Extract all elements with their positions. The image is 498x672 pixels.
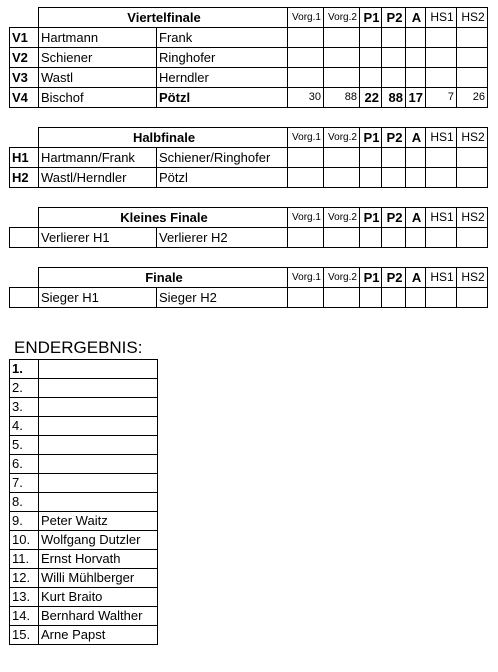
player-name: Willi Mühlberger <box>39 569 158 588</box>
result-row <box>10 493 158 512</box>
header-row <box>10 208 488 228</box>
section-title: Finale <box>39 268 288 288</box>
result-row <box>10 436 158 455</box>
rank: 10. <box>10 531 39 550</box>
result-row <box>10 569 158 588</box>
hs2-cell: 26 <box>457 88 488 108</box>
rank: 6. <box>10 455 39 474</box>
result-row <box>10 379 158 398</box>
col-p2: P2 <box>382 208 406 228</box>
match-row <box>10 88 488 108</box>
player-name <box>39 379 158 398</box>
player-a: Wastl <box>39 68 157 88</box>
match-row <box>10 168 488 188</box>
result-row <box>10 417 158 436</box>
match-row <box>10 288 488 308</box>
col-p1: P1 <box>360 208 382 228</box>
col-hs1: HS1 <box>426 8 457 28</box>
player-b: Schiener/Ringhofer <box>157 148 288 168</box>
section-title: Kleines Finale <box>39 208 288 228</box>
match-row <box>10 28 488 48</box>
rank: 9. <box>10 512 39 531</box>
rank: 14. <box>10 607 39 626</box>
vorg2-cell: 88 <box>324 88 360 108</box>
match-code: V4 <box>10 88 39 108</box>
player-b: Sieger H2 <box>157 288 288 308</box>
player-name: Peter Waitz <box>39 512 158 531</box>
col-p1: P1 <box>360 268 382 288</box>
header-row <box>10 8 488 28</box>
col-hs2: HS2 <box>457 208 488 228</box>
a-cell <box>406 68 426 88</box>
rank: 1. <box>10 360 39 379</box>
col-a: A <box>406 128 426 148</box>
col-p2: P2 <box>382 268 406 288</box>
col-hs1: HS1 <box>426 208 457 228</box>
rank: 4. <box>10 417 39 436</box>
col-p1: P1 <box>360 8 382 28</box>
p2-cell <box>382 68 406 88</box>
player-a: Schiener <box>39 48 157 68</box>
vorg1-cell <box>288 68 324 88</box>
header-row <box>10 268 488 288</box>
hs2-cell <box>457 28 488 48</box>
col-hs2: HS2 <box>457 268 488 288</box>
player-name <box>39 436 158 455</box>
kleines-finale-table <box>9 207 488 248</box>
halbfinale-table <box>9 127 488 188</box>
result-row <box>10 455 158 474</box>
hs1-cell: 7 <box>426 88 457 108</box>
result-row <box>10 360 158 379</box>
p1-cell <box>360 68 382 88</box>
rank: 12. <box>10 569 39 588</box>
vorg2-cell <box>324 48 360 68</box>
result-row <box>10 474 158 493</box>
p1-cell <box>360 48 382 68</box>
p2-cell: 88 <box>382 88 406 108</box>
match-code: V3 <box>10 68 39 88</box>
player-name <box>39 455 158 474</box>
col-vorg1: Vorg.1 <box>288 208 324 228</box>
player-b: Herndler <box>157 68 288 88</box>
result-row <box>10 588 158 607</box>
player-name: Wolfgang Dutzler <box>39 531 158 550</box>
player-a: Verlierer H1 <box>39 228 157 248</box>
rank: 13. <box>10 588 39 607</box>
col-a: A <box>406 208 426 228</box>
vorg2-cell <box>324 28 360 48</box>
vorg2-cell <box>324 68 360 88</box>
a-cell: 17 <box>406 88 426 108</box>
match-row <box>10 148 488 168</box>
player-name <box>39 493 158 512</box>
rank: 2. <box>10 379 39 398</box>
section-title: Halbfinale <box>39 128 288 148</box>
section-title: Viertelfinale <box>39 8 288 28</box>
a-cell <box>406 28 426 48</box>
col-vorg1: Vorg.1 <box>288 128 324 148</box>
player-b: Pötzl <box>157 88 288 108</box>
col-vorg2: Vorg.2 <box>324 128 360 148</box>
player-a: Sieger H1 <box>39 288 157 308</box>
player-b: Verlierer H2 <box>157 228 288 248</box>
player-name <box>39 398 158 417</box>
vorg1-cell <box>288 48 324 68</box>
player-name: Bernhard Walther <box>39 607 158 626</box>
result-row <box>10 607 158 626</box>
rank: 5. <box>10 436 39 455</box>
player-b: Frank <box>157 28 288 48</box>
col-vorg2: Vorg.2 <box>324 8 360 28</box>
match-code: V1 <box>10 28 39 48</box>
hs1-cell <box>426 48 457 68</box>
match-row <box>10 68 488 88</box>
rank: 3. <box>10 398 39 417</box>
match-code <box>10 228 39 248</box>
rank: 7. <box>10 474 39 493</box>
player-name: Kurt Braito <box>39 588 158 607</box>
p2-cell <box>382 28 406 48</box>
col-vorg1: Vorg.1 <box>288 268 324 288</box>
match-code <box>10 288 39 308</box>
col-vorg1: Vorg.1 <box>288 8 324 28</box>
rank: 11. <box>10 550 39 569</box>
player-b: Ringhofer <box>157 48 288 68</box>
p1-cell: 22 <box>360 88 382 108</box>
match-row <box>10 48 488 68</box>
match-code: H1 <box>10 148 39 168</box>
col-hs1: HS1 <box>426 268 457 288</box>
p1-cell <box>360 28 382 48</box>
col-p1: P1 <box>360 128 382 148</box>
rank: 8. <box>10 493 39 512</box>
rank: 15. <box>10 626 39 645</box>
a-cell <box>406 48 426 68</box>
viertelfinale-table <box>9 7 488 108</box>
col-p2: P2 <box>382 128 406 148</box>
col-a: A <box>406 268 426 288</box>
endergebnis-table <box>9 359 158 645</box>
header-row <box>10 128 488 148</box>
result-row <box>10 512 158 531</box>
col-p2: P2 <box>382 8 406 28</box>
hs2-cell <box>457 68 488 88</box>
hs1-cell <box>426 68 457 88</box>
col-hs2: HS2 <box>457 128 488 148</box>
endergebnis-title: ENDERGEBNIS: <box>14 338 143 357</box>
player-name: Ernst Horvath <box>39 550 158 569</box>
player-b: Pötzl <box>157 168 288 188</box>
col-a: A <box>406 8 426 28</box>
player-name <box>39 417 158 436</box>
player-name <box>39 474 158 493</box>
match-row <box>10 228 488 248</box>
player-a: Bischof <box>39 88 157 108</box>
vorg1-cell <box>288 28 324 48</box>
col-hs1: HS1 <box>426 128 457 148</box>
result-row <box>10 398 158 417</box>
hs2-cell <box>457 48 488 68</box>
col-vorg2: Vorg.2 <box>324 208 360 228</box>
result-row <box>10 550 158 569</box>
result-row <box>10 626 158 645</box>
vorg1-cell: 30 <box>288 88 324 108</box>
player-name: Arne Papst <box>39 626 158 645</box>
match-code: V2 <box>10 48 39 68</box>
p2-cell <box>382 48 406 68</box>
col-vorg2: Vorg.2 <box>324 268 360 288</box>
player-a: Wastl/Herndler <box>39 168 157 188</box>
player-a: Hartmann/Frank <box>39 148 157 168</box>
result-row <box>10 531 158 550</box>
finale-table <box>9 267 488 308</box>
col-hs2: HS2 <box>457 8 488 28</box>
match-code: H2 <box>10 168 39 188</box>
player-a: Hartmann <box>39 28 157 48</box>
hs1-cell <box>426 28 457 48</box>
player-name <box>39 360 158 379</box>
